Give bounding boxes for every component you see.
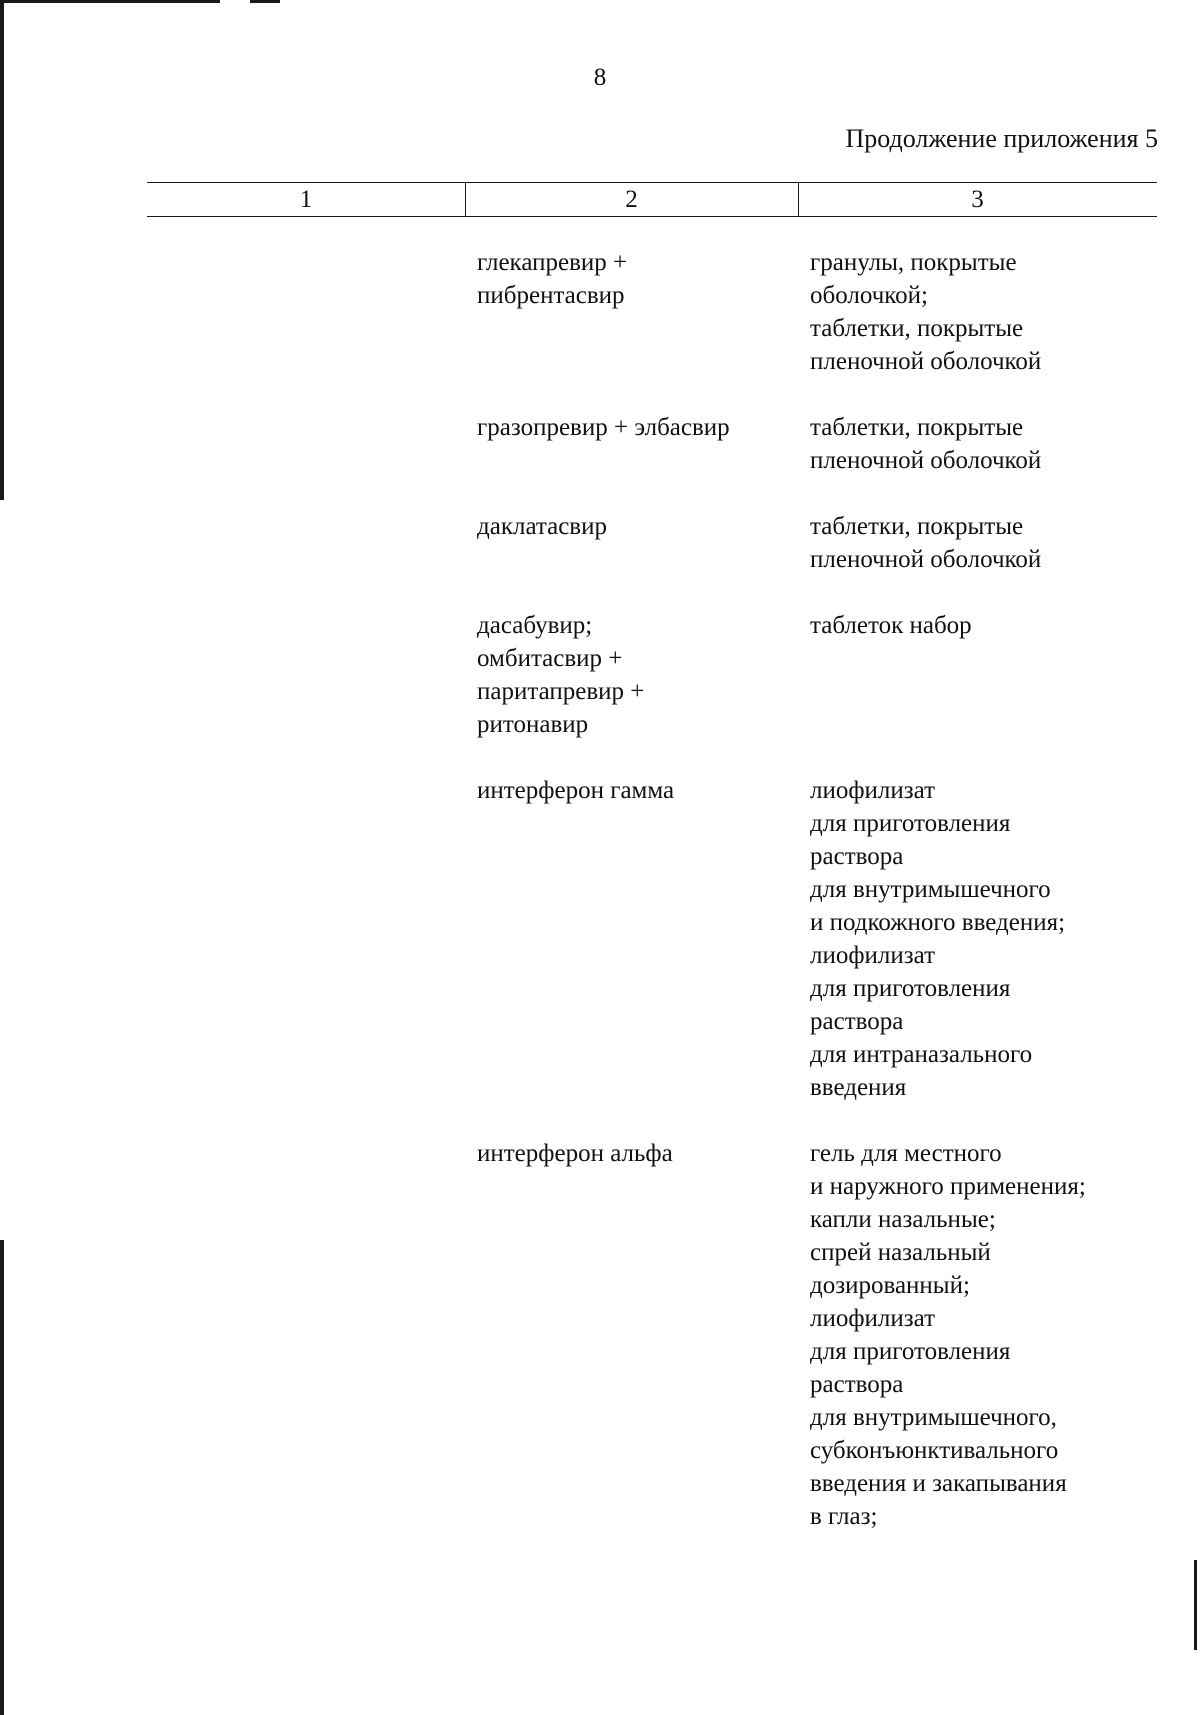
- dosage-form-cell: гранулы, покрытые оболочкой; таблетки, покрытые пленочной оболочкой: [810, 249, 1042, 375]
- drug-name-cell: дасабувир; омбитасвир + паритапревир + ритонавир: [477, 612, 645, 738]
- scan-edge-mark-top-left: [0, 0, 220, 3]
- dosage-form-cell: таблетки, покрытые пленочной оболочкой: [810, 414, 1042, 474]
- table-body: [0, 246, 1200, 1566]
- scan-edge-mark-top-left-short: [250, 0, 280, 3]
- table-header-bottom-rule: [147, 216, 1157, 217]
- appendix-continuation-label: Продолжение приложения 5: [845, 124, 1158, 153]
- table-row: [0, 510, 1200, 576]
- drug-name-cell: глекапревир + пибрентасвир: [477, 249, 628, 309]
- table-row: [0, 1137, 1200, 1533]
- table-row: [0, 609, 1200, 741]
- drug-name-cell: интерферон альфа: [477, 1140, 673, 1167]
- column-header-3: 3: [971, 186, 984, 213]
- dosage-form-cell: гель для местного и наружного применения; капли назальные; спрей назальный дозированный; лиофилизат для приготовления раствора для внутримышечного, субконъюнктивального введения и закапывания в глаз;: [810, 1140, 1086, 1530]
- table-row: [0, 774, 1200, 1104]
- table-header-top-rule: [147, 182, 1157, 183]
- page-number: 8: [593, 64, 607, 91]
- drug-name-cell: гразопревир + элбасвир: [477, 414, 730, 441]
- column-header-1: 1: [299, 186, 313, 213]
- dosage-form-cell: лиофилизат для приготовления раствора для внутримышечного и подкожного введения; лиофилизат для приготовления раствора для интраназального введения: [810, 777, 1066, 1101]
- scan-edge-mark-right: [1194, 1560, 1197, 1650]
- table-header: [147, 182, 1157, 216]
- dosage-form-cell: таблетки, покрытые пленочной оболочкой: [810, 513, 1042, 573]
- table-row: [0, 246, 1200, 378]
- drug-name-cell: даклатасвир: [477, 513, 607, 540]
- dosage-form-cell: таблеток набор: [810, 612, 972, 639]
- drug-name-cell: интерферон гамма: [477, 777, 675, 804]
- column-header-2: 2: [625, 186, 638, 213]
- table-row: [0, 411, 1200, 477]
